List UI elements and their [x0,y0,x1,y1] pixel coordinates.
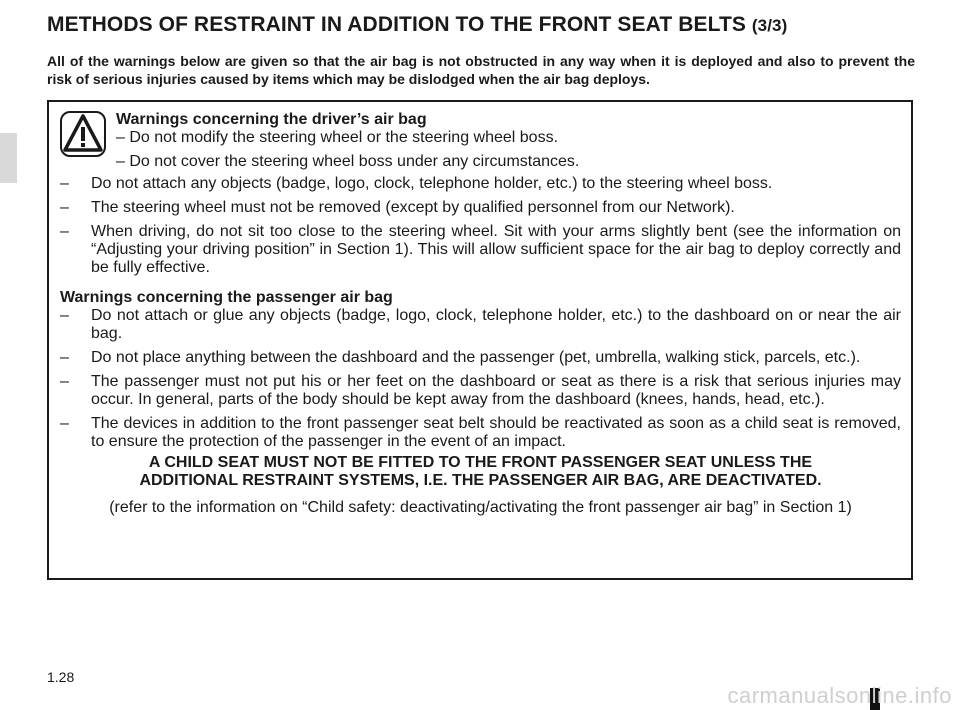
list-item: – Do not modify the steering wheel or the steering wheel boss. [116,129,559,146]
watermark: carmanualsonline.info [727,683,952,708]
child-seat-warning [60,454,901,490]
warning-list [60,175,901,517]
list-item: – The devices in addition to the front passenger seat belt should be reactivated as soon as a child seat is removed, to ensure the protection of the passenger in the event of an impact. [60,415,901,450]
child-seat-warning-line-1: A CHILD SEAT MUST NOT BE FITTED TO THE FRONT PASSENGER SEAT UNLESS THE [148,454,813,471]
page-title-text: METHODS OF RESTRAINT IN ADDITION TO THE FRONT SEAT BELTS [47,13,746,36]
child-seat-warning-line-2: ADDITIONAL RESTRAINT SYSTEMS, I.E. THE PASSENGER AIR BAG, ARE DEACTIVATED. [139,472,822,489]
list-item: – When driving, do not sit too close to the steering wheel. Sit with your arms slightly bent (see the information on “Adjusting your driving position” in Section 1). This will allow sufficient space for the air bag to deploy correctly and be fully effective. [60,223,901,276]
list-item: – Do not cover the steering wheel boss under any circumstances. [116,153,580,170]
section-tab-marker [0,133,17,183]
list-item: – Do not attach or glue any objects (badge, logo, clock, telephone holder, etc.) to the dashboard on or near the air bag. [60,307,901,342]
reference-note: (refer to the information on “Child safety: deactivating/activating the front passenger air bag” in Section 1) [109,499,852,516]
list-item-text: The passenger must not put his or her feet on the dashboard or seat as there is a risk that serious injuries may occur. In general, parts of the body should be kept away from the dashboard (knees, hands, head, etc.). [91,373,901,408]
driver-airbag-heading: Warnings concerning the driver’s air bag [116,111,427,128]
page-title [47,13,787,37]
list-item-text: Do not attach or glue any objects (badge, logo, clock, telephone holder, etc.) to the dashboard on or near the air bag. [91,307,901,342]
list-item-text: When driving, do not sit too close to the steering wheel. Sit with your arms slightly bent (see the information on “Adjusting your driving position” in Section 1). This will allow sufficient space for the air bag to deploy correctly and be fully effective. [91,223,901,276]
warning-triangle-icon [60,111,106,157]
passenger-airbag-heading: Warnings concerning the passenger air bag [60,289,393,306]
list-item: – Do not place anything between the dashboard and the passenger (pet, umbrella, walking stick, parcels, etc.). [60,349,861,366]
list-item: – The passenger must not put his or her feet on the dashboard or seat as there is a risk that serious injuries may occur. In general, parts of the body should be kept away from the dashboard (knees, hands, head, etc.). [60,373,901,408]
list-item-text: Do not place anything between the dashboard and the passenger (pet, umbrella, walking stick, parcels, etc.). [91,349,861,366]
warning-box [47,100,913,580]
list-item: – The steering wheel must not be removed (except by qualified personnel from our Network). [60,199,735,216]
list-item-text: Do not attach any objects (badge, logo, clock, telephone holder, etc.) to the steering wheel boss. [91,175,773,192]
page-number: 1.28 [47,669,75,685]
list-item-text: The steering wheel must not be removed (except by qualified personnel from our Network). [91,199,735,216]
driver-airbag-section [116,111,896,171]
page-title-part: (3/3) [751,16,788,35]
list-item-text: The devices in addition to the front passenger seat belt should be reactivated as soon as a child seat is removed, to ensure the protection of the passenger in the event of an impact. [91,415,901,450]
list-item: – Do not attach any objects (badge, logo, clock, telephone holder, etc.) to the steering wheel boss. [60,175,773,192]
intro-text: All of the warnings below are given so that the air bag is not obstructed in any way when it is deployed and also to prevent the risk of serious injuries caused by items which may be dislodged when the air bag deploys. [47,53,915,87]
